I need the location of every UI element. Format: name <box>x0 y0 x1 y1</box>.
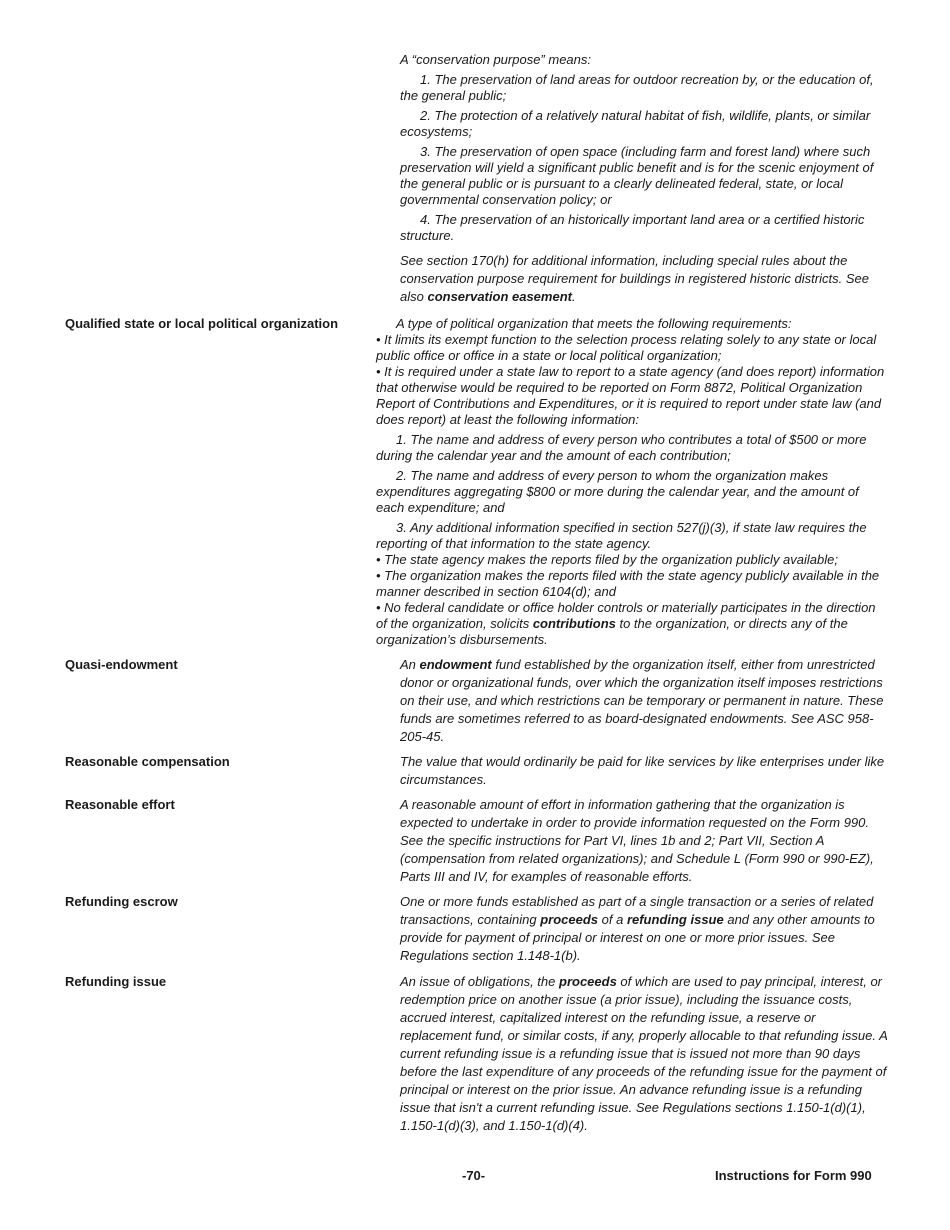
definition-reasonable-compensation: The value that would ordinarily be paid for like services by like enterprises under like circumstances. <box>400 754 885 787</box>
term-quasi-endowment: Quasi-endowment <box>65 657 178 672</box>
political-bullet-3: • The state agency makes the reports filed by the organization publicly available; <box>376 552 838 567</box>
definition-qualified-political-org <box>376 316 888 648</box>
term-reasonable-compensation: Reasonable compensation <box>65 754 230 769</box>
conservation-item-4: 4. The preservation of an historically important land area or a certified historic structure. <box>400 212 865 243</box>
endowment-term: endowment <box>419 657 492 672</box>
conservation-easement-term: conservation easement <box>427 289 572 304</box>
term-qualified-political-org: Qualified state or local political organization <box>65 316 339 331</box>
political-item-1: 1. The name and address of every person who contributes a total of $500 or more during the calendar year and the amount of each contribution; <box>376 432 867 463</box>
political-bullet-2: • It is required under a state law to report to a state agency (and does report) information that otherwise would be required to be reported on Form 8872, Political Organization Report of Contributions and Expenditures, or it is required to report under state law (and does report) at least the following information: <box>376 364 885 427</box>
political-item-3: 3. Any additional information specified in section 527(j)(3), if state law requires the reporting of that information to the state agency. <box>376 520 867 551</box>
political-intro: A type of political organization that meets the following requirements: <box>396 316 792 331</box>
proceeds-term: proceeds <box>540 912 599 927</box>
conservation-item-2: 2. The protection of a relatively natural habitat of fish, wildlife, plants, or similar ecosystems; <box>400 108 871 139</box>
conservation-intro: A “conservation purpose” means: <box>400 52 592 67</box>
conservation-item-3: 3. The preservation of open space (including farm and forest land) where such preservation will yield a significant public benefit and is for the scenic enjoyment of the general public or is pursuant to a clearly delineated federal, state, or local governmental conservation policy; or <box>400 144 874 207</box>
footer-title: Instructions for Form 990 <box>715 1168 872 1183</box>
definition-reasonable-effort: A reasonable amount of effort in information gathering that the organization is expected to undertake in order to provide information requested on the Form 990. See the specific instructions for Part VI, lines 1b and 2; Part VII, Section A (compensation from related organizations); and Schedule L (Form 990 or 990-EZ), Parts III and IV, for examples of reasonable efforts. <box>400 797 874 884</box>
term-refunding-escrow: Refunding escrow <box>65 894 178 909</box>
proceeds-term: proceeds <box>559 974 617 989</box>
definition-quasi-endowment: An endowment fund established by the organization itself, either from unrestricted donor or organizational funds, over which the organization itself imposes restrictions on their use, and which restrictions can be temporary or permanent in nature. These funds are sometimes referred to as board-designated endowments. See ASC 958-205-45. <box>400 657 884 744</box>
conservation-item-1: 1. The preservation of land areas for outdoor recreation by, or the education of, the general public; <box>400 72 874 103</box>
political-bullet-4: • The organization makes the reports filed with the state agency publicly available in the manner described in section 6104(d); and <box>376 568 880 599</box>
refunding-issue-term: refunding issue <box>626 912 724 927</box>
political-item-2: 2. The name and address of every person to whom the organization makes expenditures aggregating $800 or more during the calendar year, and the amount of each expenditure; and <box>376 468 859 515</box>
political-bullet-5: • No federal candidate or office holder controls or materially participates in the direction of the organization, solicits contributions to the organization, or directs any of the organization’s disbursements. <box>376 600 876 647</box>
contributions-term: contributions <box>532 616 616 631</box>
term-reasonable-effort: Reasonable effort <box>65 797 175 812</box>
political-bullet-1: • It limits its exempt function to the selection process relating solely to any state or local public office or office in a state or local political organization; <box>376 332 877 363</box>
definition-refunding-escrow: One or more funds established as part of a single transaction or a series of related transactions, containing proceeds of a refunding issue and any other amounts to provide for payment of principal or interest on one or more prior issues. See Regulations section 1.148-1(b). <box>400 894 875 963</box>
term-refunding-issue: Refunding issue <box>65 974 167 989</box>
definition-refunding-issue: An issue of obligations, the proceeds of which are used to pay principal, interest, or redemption price on another issue (a prior issue), including the issuance costs, accrued interest, capitalized interest on the refunding issue, a reserve or replacement fund, or similar costs, if any, properly allocable to that refunding issue. A current refunding issue is a refunding issue that is issued not more than 90 days before the last expenditure of any proceeds of the refunding issue for the payment of principal or interest on the prior issue. An advance refunding issue is a refunding issue that isn't a current refunding issue. See Regulations sections 1.150-1(d)(1), 1.150-1(d)(3), and 1.150-1(d)(4). <box>400 974 888 1133</box>
conservation-see-also: See section 170(h) for additional information, including special rules about the conservation purpose requirement for buildings in registered historic districts. See also conservation easement. <box>400 253 869 304</box>
page-number: -70- <box>462 1168 486 1183</box>
conservation-purpose-section <box>400 52 888 316</box>
